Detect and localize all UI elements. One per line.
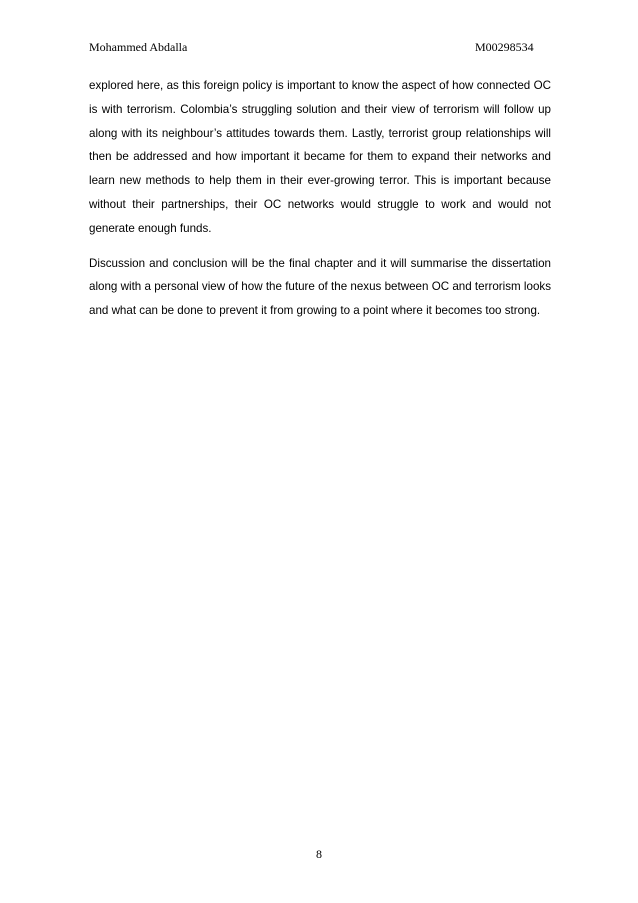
author-name: Mohammed Abdalla bbox=[89, 40, 188, 54]
student-id: M00298534 bbox=[475, 40, 534, 54]
page-number: 8 bbox=[316, 847, 322, 861]
body-text bbox=[89, 74, 551, 323]
paragraph: Discussion and conclusion will be the final chapter and it will summarise the dissertation along with a personal view of how the future of the nexus between OC and terrorism looks and what can be done to prevent it from growing to a point where it becomes too strong. bbox=[89, 256, 551, 318]
paragraph: explored here, as this foreign policy is important to know the aspect of how connected OC is with terrorism. Colombia’s struggling solution and their view of terrorism will follow up along with its neighbour’s attitudes towards them. Lastly, terrorist group relationships will then be addressed and how important it became for them to expand their networks and learn new methods to help them in their ever-growing terror. This is important because without their partnerships, their OC networks would struggle to work and would not generate enough funds. bbox=[89, 79, 551, 235]
